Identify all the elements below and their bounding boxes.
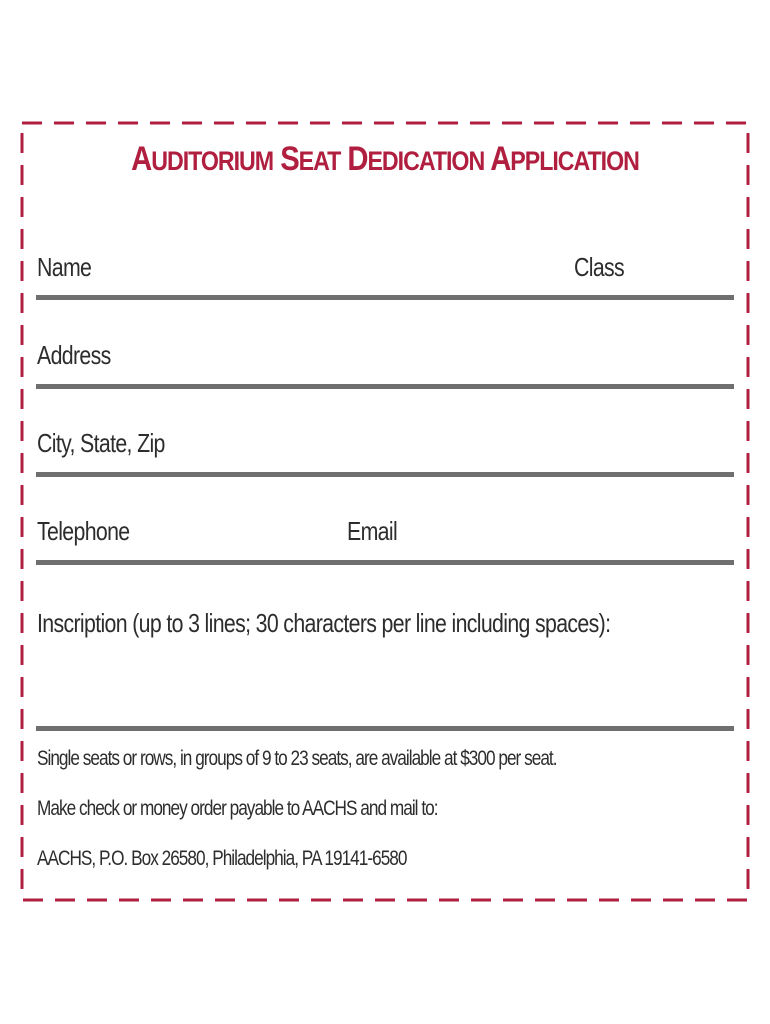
form-title	[54, 140, 716, 179]
title-word-application: APPLICATION	[490, 140, 639, 178]
name-label: Name	[37, 252, 92, 282]
title-word-auditorium: AUDITORIUM	[131, 140, 274, 178]
address-line[interactable]	[36, 384, 734, 389]
mailing-address-note: AACHS, P.O. Box 26580, Philadelphia, PA 19141-6580	[37, 847, 407, 870]
city-state-zip-line[interactable]	[36, 472, 734, 477]
address-label: Address	[37, 340, 111, 370]
city-state-zip-label: City, State, Zip	[37, 428, 165, 458]
title-word-seat: SEAT	[280, 140, 341, 178]
inscription-label: Inscription (up to 3 lines; 30 characters per line including spaces):	[37, 608, 611, 638]
dashed-border-outline	[20, 121, 750, 902]
email-label: Email	[347, 516, 398, 546]
payment-note: Make check or money order payable to AACHS and mail to:	[37, 797, 438, 820]
class-label: Class	[574, 252, 625, 282]
inscription-line[interactable]	[36, 726, 734, 731]
title-word-dedication: DEDICATION	[347, 140, 485, 178]
telephone-label: Telephone	[37, 516, 130, 546]
pricing-note: Single seats or rows, in groups of 9 to 23 seats, are available at $300 per seat.	[37, 747, 557, 770]
name-class-line[interactable]	[36, 295, 734, 300]
telephone-email-line[interactable]	[36, 560, 734, 565]
dashed-coupon-border	[20, 121, 750, 902]
